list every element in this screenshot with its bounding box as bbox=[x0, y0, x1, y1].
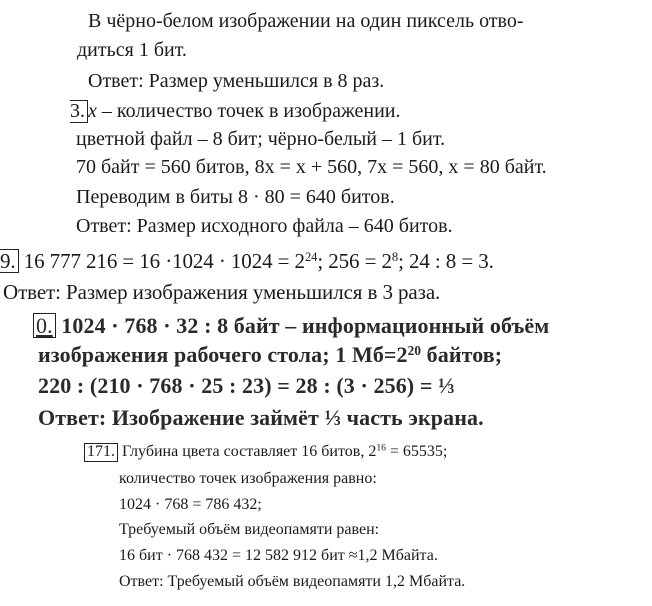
text-line: Переводим в биты 8 · 80 = 640 битов. bbox=[76, 186, 395, 208]
text-segment: Глубина цвета составляет 16 битов, 2 bbox=[118, 443, 377, 460]
variable: x bbox=[88, 100, 97, 122]
text-segment: = 65535; bbox=[385, 443, 448, 460]
text-segment: ; 24 : 8 = 3. bbox=[398, 249, 494, 273]
text-segment: 16 777 216 = 16 ·1024 · 1024 = 2 bbox=[18, 249, 305, 273]
text-line: количество точек изображения равно: bbox=[119, 470, 377, 487]
answer-line: Ответ: Изображение займёт ⅓ часть экрана. bbox=[38, 405, 484, 430]
problem-number: 171. bbox=[84, 443, 118, 462]
equation-line: 220 : (210 · 768 · 25 : 23) = 28 : (3 · 256) = ⅓ bbox=[38, 373, 455, 398]
text-segment: – количество точек в изображении. bbox=[96, 100, 401, 122]
exponent: 16 bbox=[376, 442, 386, 454]
text-line: цветной файл – 8 бит; чёрно-белый – 1 бит. bbox=[76, 128, 446, 150]
problem-number: 3. bbox=[70, 100, 88, 123]
text-segment: 1024 · 768 · 32 : 8 байт – информационный объём bbox=[55, 313, 550, 338]
answer-line: Ответ: Размер уменьшился в 8 раз. bbox=[88, 70, 385, 92]
problem-line bbox=[70, 100, 401, 123]
text-segment: байтов; bbox=[421, 342, 503, 367]
problem-number: 0. bbox=[33, 313, 56, 338]
equation-line bbox=[0, 249, 494, 273]
equation-line: 70 байт = 560 битов, 8x = x + 560, 7x = 560, x = 80 байт. bbox=[76, 156, 547, 178]
exponent: 24 bbox=[304, 250, 318, 265]
problem-number: 9. bbox=[0, 249, 19, 273]
problem-line bbox=[33, 313, 549, 338]
answer-line: Ответ: Требуемый объём видеопамяти 1,2 Мбайта. bbox=[119, 573, 466, 590]
problem-line bbox=[84, 443, 447, 462]
exponent: 20 bbox=[407, 342, 422, 358]
text-line: диться 1 бит. bbox=[77, 39, 187, 61]
answer-line: Ответ: Размер исходного файла – 640 битов. bbox=[76, 215, 453, 237]
answer-line: Ответ: Размер изображения уменьшился в 3 раза. bbox=[3, 280, 441, 304]
text-segment: ; 256 = 2 bbox=[317, 249, 392, 273]
text-segment: изображения рабочего стола; 1 Мб=2 bbox=[38, 342, 408, 367]
text-line: В чёрно-белом изображении на один пиксель отво- bbox=[88, 10, 524, 32]
text-line: Требуемый объём видеопамяти равен: bbox=[119, 521, 380, 538]
equation-line: 1024 · 768 = 786 432; bbox=[119, 496, 262, 513]
exponent: 8 bbox=[391, 250, 399, 265]
text-line bbox=[38, 344, 502, 366]
equation-line: 16 бит · 768 432 = 12 582 912 бит ≈1,2 Мбайта. bbox=[119, 547, 438, 564]
